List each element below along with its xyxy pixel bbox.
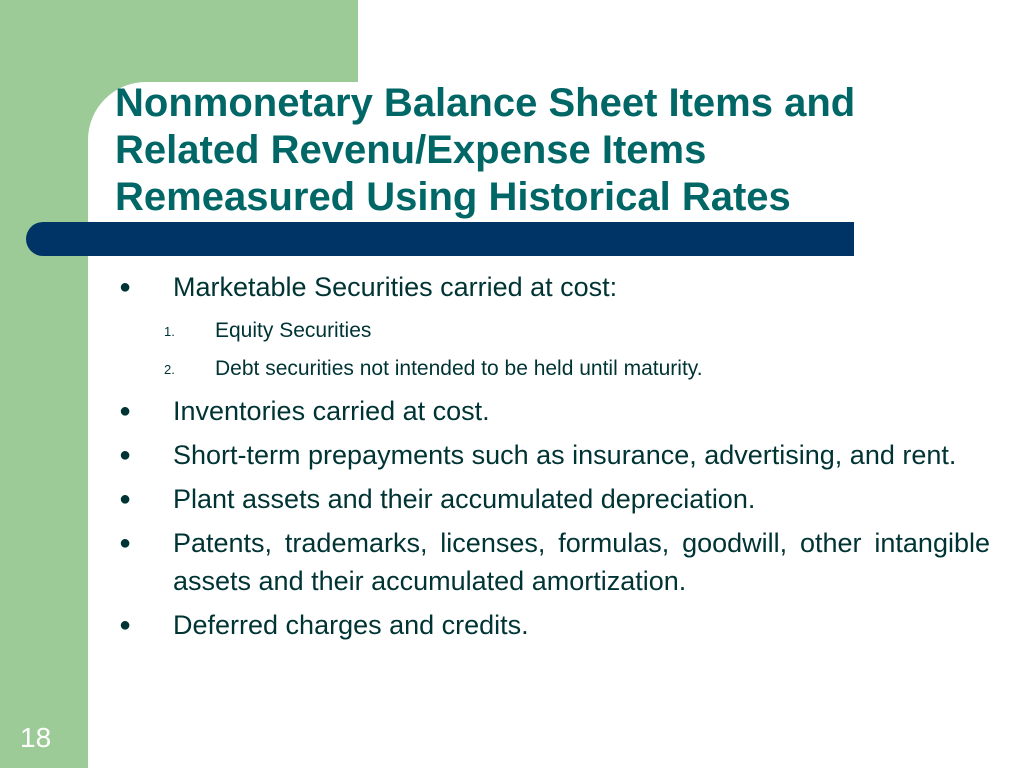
bullet-icon: ● xyxy=(119,614,132,636)
title-divider-bar xyxy=(26,222,854,256)
bullet-list xyxy=(115,268,990,650)
title-line: Remeasured Using Historical Rates xyxy=(115,175,791,219)
sub-item-text: Debt securities not intended to be held until maturity. xyxy=(215,357,703,380)
title-line: Nonmonetary Balance Sheet Items and xyxy=(115,81,856,125)
bullet-text: Patents, trademarks, licenses, formulas, goodwill, other intangible assets and their accumulated amortization. xyxy=(173,528,990,596)
sub-item-number: 2. xyxy=(164,362,175,377)
bullet-text: Marketable Securities carried at cost: xyxy=(173,272,618,302)
bullet-icon: ● xyxy=(119,400,132,422)
bullet-item-inventories xyxy=(115,392,990,430)
sub-item-debt-securities xyxy=(115,350,990,388)
bullet-item-plant-assets xyxy=(115,480,990,518)
sub-list-container xyxy=(115,312,990,388)
bullet-text: Deferred charges and credits. xyxy=(173,610,529,640)
bullet-text: Short-term prepayments such as insurance, advertising, and rent. xyxy=(173,440,957,470)
bullet-icon: ● xyxy=(119,444,132,466)
bullet-item-deferred-charges xyxy=(115,606,990,644)
bullet-item-prepayments xyxy=(115,436,990,474)
slide-title xyxy=(115,80,995,221)
title-line: Related Revenu/Expense Items xyxy=(115,128,707,172)
bullet-text: Inventories carried at cost. xyxy=(173,396,490,426)
sub-item-equity-securities xyxy=(115,312,990,350)
sub-list xyxy=(115,312,990,388)
bullet-item-marketable-securities xyxy=(115,268,990,306)
bullet-item-intangibles xyxy=(115,524,990,600)
bullet-icon: ● xyxy=(119,276,132,298)
bullet-icon: ● xyxy=(119,532,132,554)
bullet-icon: ● xyxy=(119,488,132,510)
sub-item-number: 1. xyxy=(164,324,175,339)
sub-item-text: Equity Securities xyxy=(215,319,372,342)
bullet-text: Plant assets and their accumulated depreciation. xyxy=(173,484,756,514)
slide-number: 18 xyxy=(20,722,52,753)
